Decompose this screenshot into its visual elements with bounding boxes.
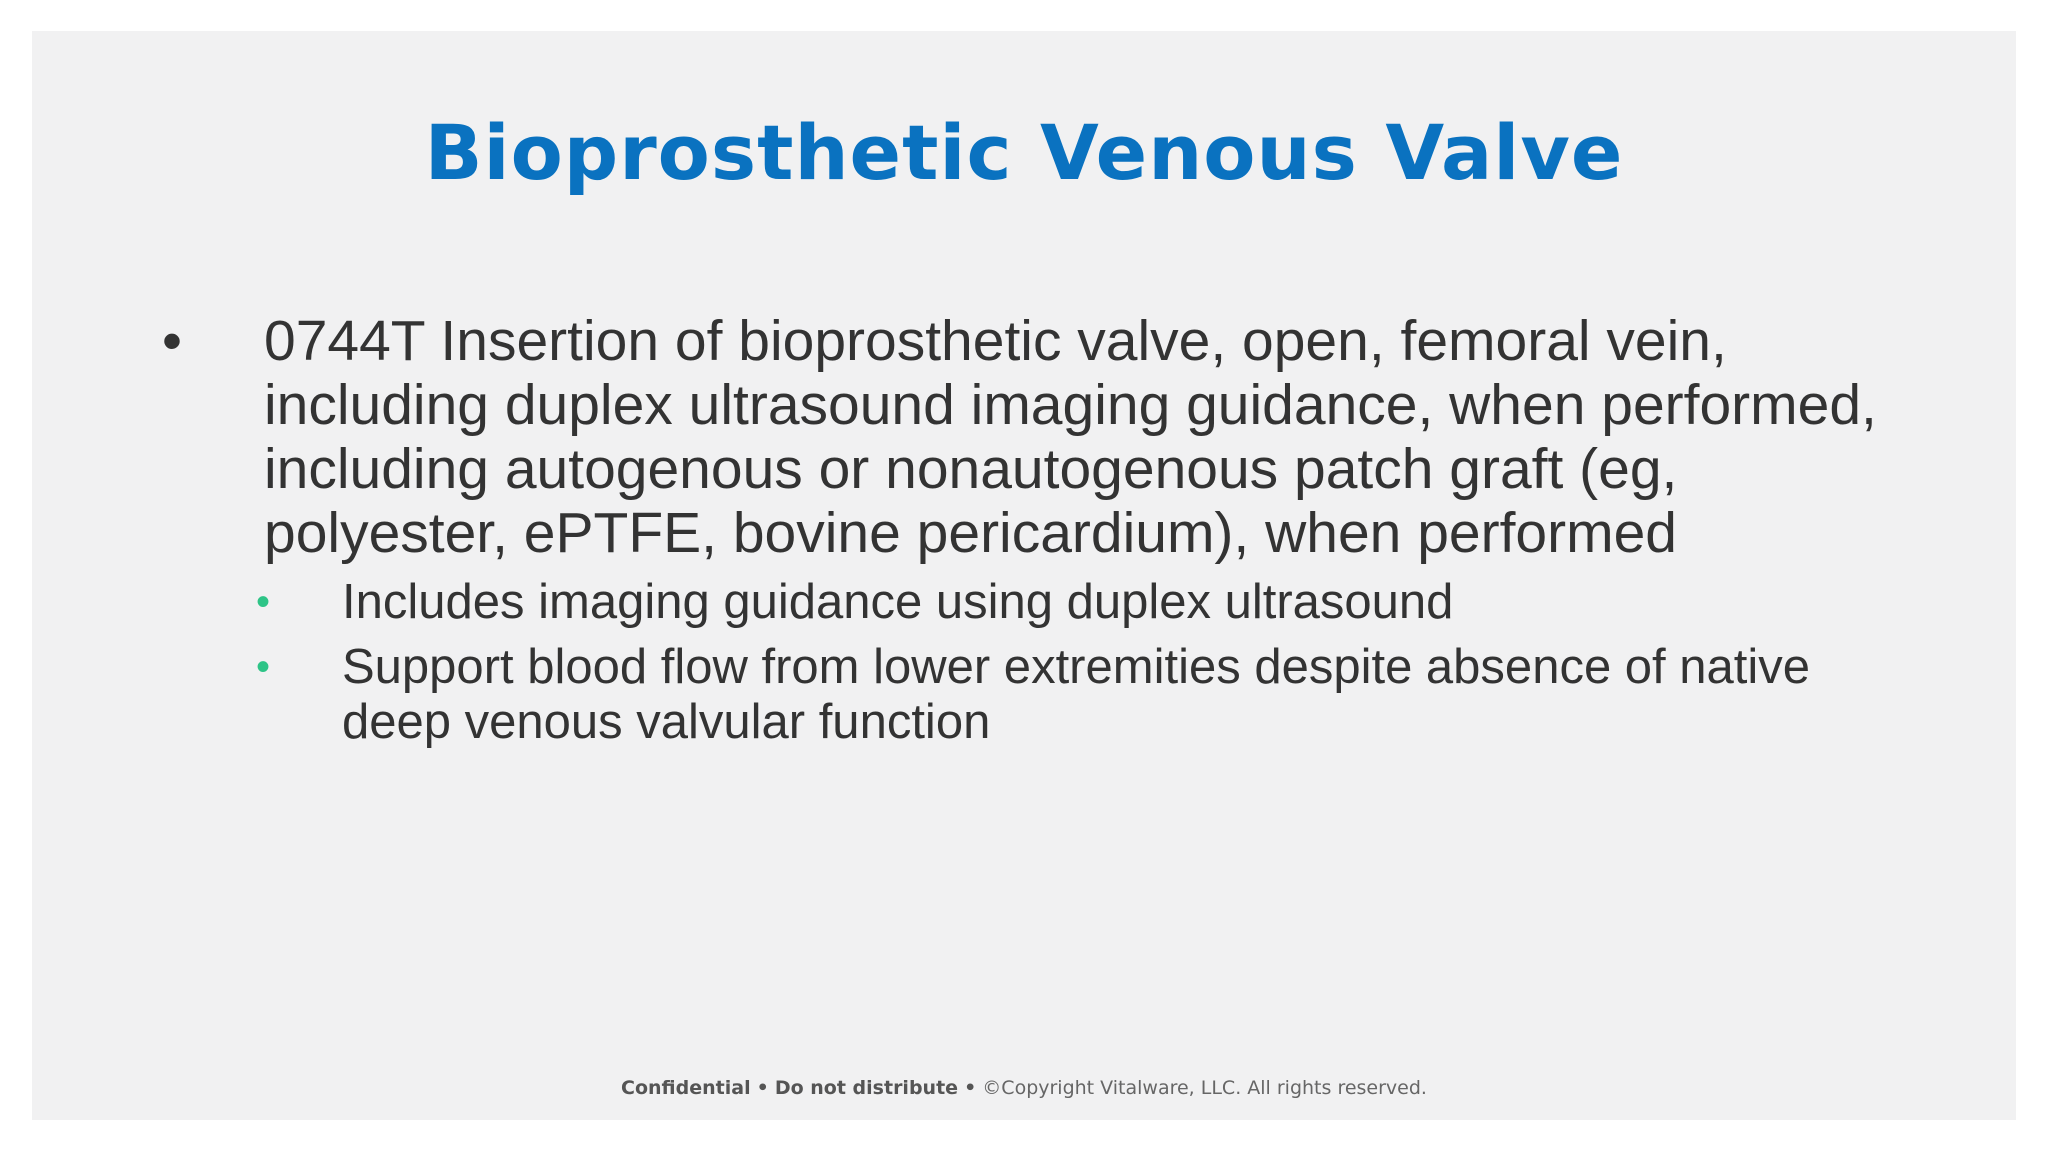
footer-confidential: Confidential [621, 1077, 751, 1099]
bullet-text: 0744T Insertion of bioprosthetic valve, open, femoral vein, including duplex ultrasound imaging guidance, when performed, including autogenous or nonautogenous patch graft (eg, polyester, ePTFE, bovine pericardium), when performed [264, 309, 1877, 565]
sub-bullet-item [152, 640, 1912, 750]
footer-do-not-distribute: Do not distribute [774, 1077, 959, 1099]
sub-bullet-text: Support blood flow from lower extremities despite absence of native deep venous valvular function [342, 640, 1811, 749]
sub-bullet-item [152, 575, 1912, 630]
bullet-item [152, 309, 1912, 565]
footer-separator: • [964, 1077, 977, 1099]
sub-bullet-icon: • [255, 580, 270, 624]
sub-bullet-text: Includes imaging guidance using duplex ultrasound [342, 575, 1454, 629]
sub-bullet-icon: • [255, 645, 270, 689]
footer-separator: • [756, 1077, 769, 1099]
slide [32, 31, 2016, 1120]
footer [32, 1077, 2016, 1099]
slide-body [152, 309, 1912, 750]
slide-title: Bioprosthetic Venous Valve [424, 108, 1624, 197]
bullet-icon: • [162, 309, 182, 373]
footer-copyright: ©Copyright Vitalware, LLC. All rights reserved. [982, 1077, 1427, 1099]
